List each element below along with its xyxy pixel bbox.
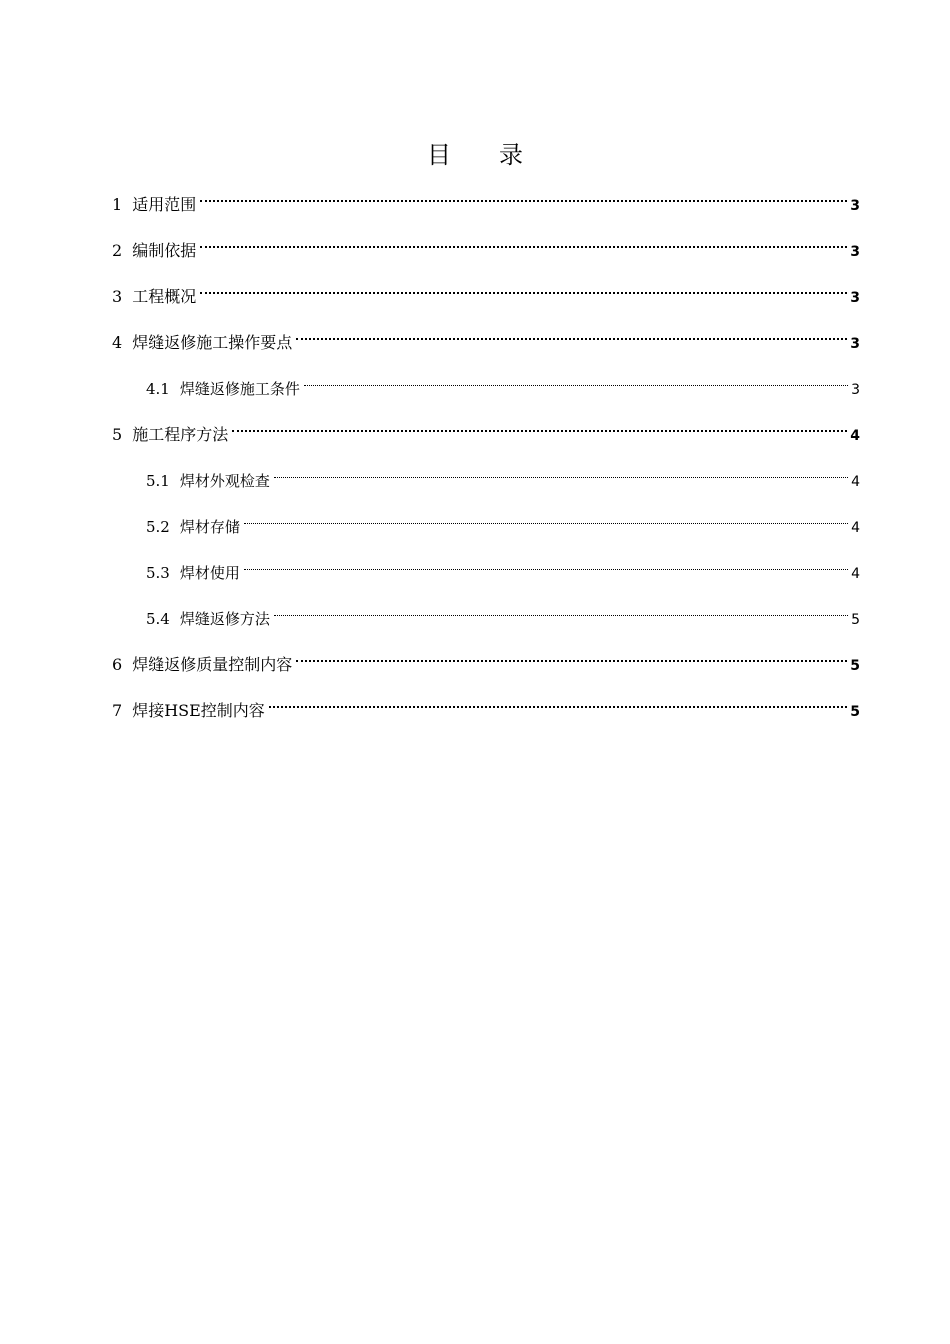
toc-entry-number: 2	[112, 241, 123, 260]
toc-entry-5-4[interactable]	[112, 594, 860, 640]
toc-title-part2: 录	[499, 141, 523, 169]
toc-entry-title: 焊缝返修方法	[179, 610, 270, 628]
toc-entry-5[interactable]	[112, 410, 860, 456]
toc-entry-title: 焊材存储	[179, 518, 240, 536]
dot-leader	[274, 594, 848, 624]
dot-leader	[269, 686, 847, 716]
toc-entry-page: 5	[850, 658, 860, 674]
toc-entry-title: 焊接HSE控制内容	[132, 701, 265, 720]
toc-entry-1[interactable]	[112, 180, 860, 226]
toc-entry-number: 5.4	[146, 610, 170, 628]
toc-entry-number: 4.1	[146, 380, 170, 398]
toc-entry-page: 3	[851, 382, 860, 398]
toc-entry-number: 5.2	[146, 518, 170, 536]
toc-entry-page: 5	[850, 704, 860, 720]
toc-entry-page: 4	[851, 566, 860, 582]
dot-leader	[232, 410, 847, 440]
toc-entry-number: 5	[112, 425, 123, 444]
toc-entry-5-1[interactable]	[112, 456, 860, 502]
toc-entry-number: 7	[112, 701, 123, 720]
dot-leader	[200, 272, 847, 302]
toc-entry-title: 焊缝返修施工条件	[179, 380, 300, 398]
toc-list	[112, 180, 860, 732]
toc-entry-page: 4	[850, 428, 860, 444]
toc-entry-4-1[interactable]	[112, 364, 860, 410]
toc-entry-title: 焊缝返修施工操作要点	[132, 333, 293, 352]
toc-entry-page: 5	[851, 612, 860, 628]
toc-entry-5-3[interactable]	[112, 548, 860, 594]
toc-entry-title: 焊缝返修质量控制内容	[132, 655, 293, 674]
toc-entry-page: 3	[850, 244, 860, 260]
toc-entry-title: 焊材外观检查	[179, 472, 270, 490]
toc-entry-page: 3	[850, 290, 860, 306]
toc-entry-number: 3	[112, 287, 123, 306]
toc-entry-number: 1	[112, 195, 123, 214]
toc-entry-3[interactable]	[112, 272, 860, 318]
toc-entry-title: 工程概况	[132, 287, 197, 306]
toc-entry-title: 施工程序方法	[132, 425, 229, 444]
dot-leader	[244, 502, 848, 532]
dot-leader	[200, 180, 847, 210]
toc-entry-number: 6	[112, 655, 123, 674]
dot-leader	[274, 456, 848, 486]
toc-entry-number: 4	[112, 333, 123, 352]
toc-entry-title: 编制依据	[132, 241, 197, 260]
toc-entry-7[interactable]	[112, 686, 860, 732]
toc-entry-title: 适用范围	[132, 195, 197, 214]
toc-entry-number: 5.1	[146, 472, 170, 490]
dot-leader	[296, 318, 847, 348]
toc-entry-title: 焊材使用	[179, 564, 240, 582]
toc-entry-page: 3	[850, 336, 860, 352]
toc-entry-2[interactable]	[112, 226, 860, 272]
toc-entry-page: 4	[851, 474, 860, 490]
toc-entry-page: 4	[851, 520, 860, 536]
dot-leader	[200, 226, 847, 256]
toc-title-part1: 目	[427, 141, 451, 169]
toc-entry-page: 3	[850, 198, 860, 214]
dot-leader	[244, 548, 848, 578]
toc-title	[0, 138, 950, 172]
toc-entry-4[interactable]	[112, 318, 860, 364]
toc-entry-5-2[interactable]	[112, 502, 860, 548]
dot-leader	[304, 364, 848, 394]
dot-leader	[296, 640, 847, 670]
toc-entry-6[interactable]	[112, 640, 860, 686]
toc-entry-number: 5.3	[146, 564, 170, 582]
